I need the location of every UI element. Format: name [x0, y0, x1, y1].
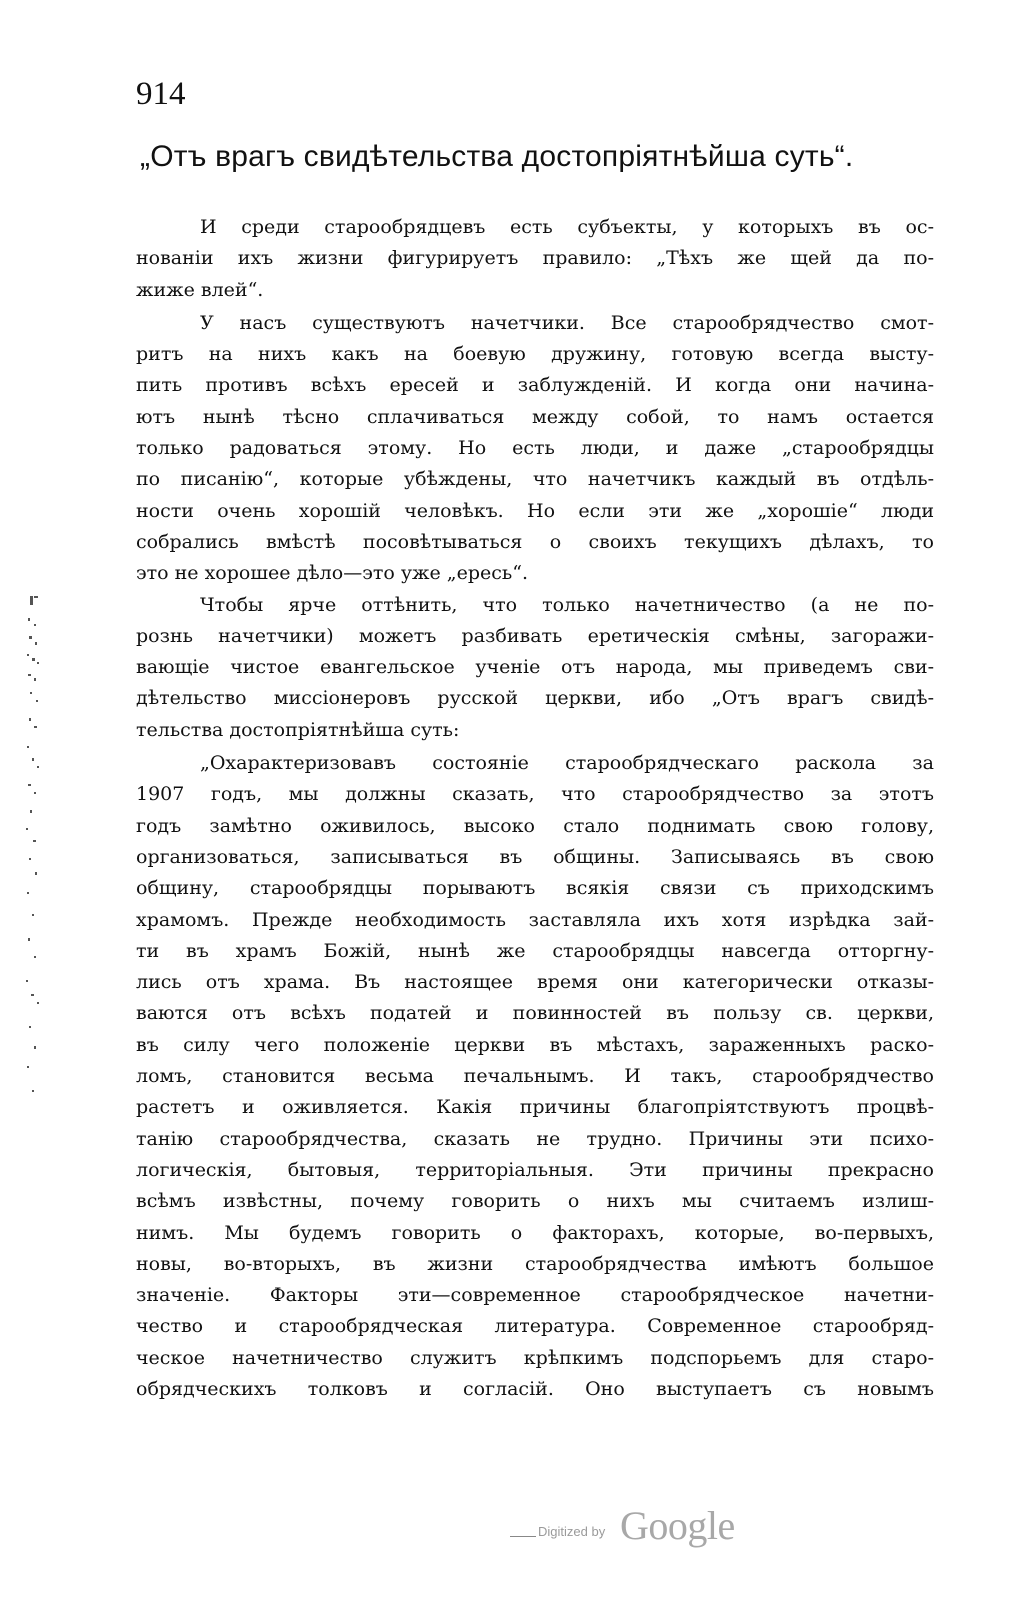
text-line: логическія, бытовыя, территоріальныя. Эти причины прекрасно: [136, 1158, 934, 1181]
text-line: всѣмъ извѣстны, почему говорить о нихъ мы считаемъ излиш-: [136, 1190, 934, 1213]
text-line: рознь начетчики) можетъ разбивать еретическія смѣны, загоражи-: [136, 624, 934, 647]
text-line: значеніе. Факторы эти—современное старообрядческое начетни-: [136, 1284, 934, 1307]
paragraph-4-quote: [136, 748, 934, 1405]
text-line: ваются отъ всѣхъ податей и повинностей въ пользу св. церкви,: [136, 1002, 934, 1025]
text-line: нимъ. Мы будемъ говорить о факторахъ, которые, во-первыхъ,: [136, 1221, 934, 1244]
text-line: въ силу чего положеніе церкви въ мѣстахъ, зараженныхъ раско-: [136, 1033, 934, 1056]
paragraph-3: [136, 590, 934, 746]
text-line: чество и старообрядческая литература. Современное старообряд-: [136, 1315, 934, 1338]
text-line: У насъ существуютъ начетчики. Все старообрядчество смот-: [200, 311, 934, 334]
text-line: ритъ на нихъ какъ на боевую дружину, готовую всегда высту-: [136, 343, 934, 366]
page-number: 914: [136, 76, 186, 112]
article-title: „Отъ врагъ свидѣтельства достопріятнѣйша суть“.: [140, 140, 854, 173]
text-line: тельства достопріятнѣйша суть:: [136, 718, 460, 741]
text-line: ческое начетничество служитъ крѣпкимъ подспорьемъ для старо-: [136, 1346, 934, 1369]
text-line: храмомъ. Прежде необходимость заставляла ихъ хотя изрѣдка зай-: [136, 908, 934, 931]
text-line: ти въ храмъ Божій, нынѣ же старообрядцы навсегда отторгну-: [136, 939, 934, 962]
google-logo: Google: [620, 1503, 735, 1548]
text-line: ютъ нынѣ тѣсно сплачиваться между собой, то намъ остается: [136, 405, 934, 428]
text-line: это не хорошее дѣло—это уже „ересь“.: [136, 562, 528, 585]
text-line: жиже влей“.: [136, 278, 264, 301]
text-line: ности очень хорошій человѣкъ. Но если эти же „хорошіе“ люди: [136, 499, 934, 522]
text-line: растетъ и оживляется. Какія причины благопріятствуютъ процвѣ-: [136, 1096, 934, 1119]
text-line: пить противъ всѣхъ ересей и заблужденій. И когда они начина-: [136, 374, 934, 397]
text-line: 1907 годъ, мы должны сказать, что старообрядчество за этотъ: [136, 783, 934, 806]
text-line: „Охарактеризовавъ состояніе старообрядческаго раскола за: [200, 752, 934, 775]
text-line: организоваться, записываться въ общины. Записываясь въ свою: [136, 845, 934, 868]
text-line: танію старообрядчества, сказать не трудно. Причины эти психо-: [136, 1127, 934, 1150]
text-line: по писанію“, которые убѣждены, что начетчикъ каждый въ отдѣль-: [136, 468, 934, 491]
text-line: только радоваться этому. Но есть люди, и даже „старообрядцы: [136, 437, 934, 460]
text-line: новы, во-вторыхъ, въ жизни старообрядчества имѣютъ большое: [136, 1252, 934, 1275]
text-line: общину, старообрядцы порываютъ всякія связи съ приходскимъ: [136, 877, 934, 900]
text-line: лись отъ храма. Въ настоящее время они категорически отказы-: [136, 971, 934, 994]
article-body: [136, 212, 934, 1405]
text-line: нованіи ихъ жизни фигурируетъ правило: „Тѣхъ же щей да по-: [136, 247, 934, 270]
text-line: ломъ, становится весьма печальнымъ. И такъ, старообрядчество: [136, 1065, 934, 1088]
digitized-label: Digitized by: [538, 1524, 606, 1539]
paragraph-2: [136, 308, 934, 590]
text-line: дѣтельство миссіонеровъ русской церкви, ибо „Отъ врагъ свидѣ-: [136, 687, 934, 710]
text-line: Чтобы ярче оттѣнить, что только начетничество (а не по-: [200, 593, 934, 616]
digitized-watermark: [510, 1500, 750, 1550]
text-line: обрядческихъ толковъ и согласій. Оно выступаетъ съ новымъ: [136, 1377, 934, 1400]
paragraph-1: [136, 212, 934, 306]
text-line: собрались вмѣстѣ посовѣтываться о своихъ текущихъ дѣлахъ, то: [136, 530, 934, 553]
text-line: И среди старообрядцевъ есть субъекты, у которыхъ въ ос-: [200, 216, 934, 238]
text-line: вающіе чистое евангельское ученіе отъ народа, мы приведемъ сви-: [136, 656, 934, 679]
footer-rule: [510, 1536, 536, 1537]
text-line: годъ замѣтно оживилось, высоко стало поднимать свою голову,: [136, 814, 934, 837]
margin-scan-specks: [8, 596, 42, 1396]
